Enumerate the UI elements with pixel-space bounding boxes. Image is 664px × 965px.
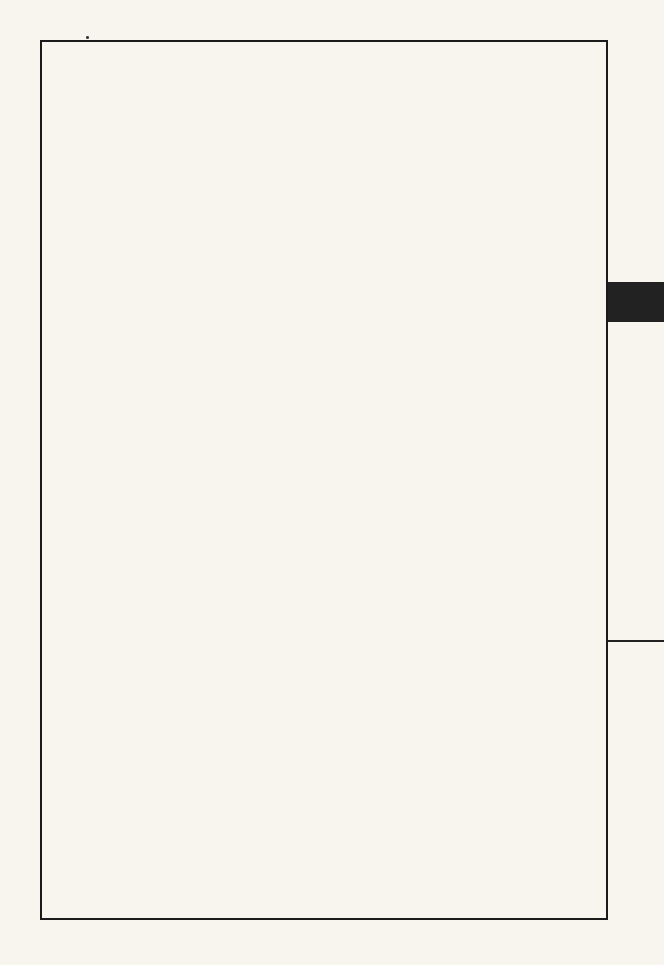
annotation-tangshu xyxy=(376,860,424,910)
ink-dot xyxy=(86,36,89,39)
text-column-16 xyxy=(16,50,64,920)
margin-rule xyxy=(608,640,664,642)
fishtail-block xyxy=(608,282,664,322)
annotation-yiwuyong xyxy=(160,650,208,900)
annotation-dushang xyxy=(268,340,316,900)
headword-yadan xyxy=(268,220,316,330)
headword-yidan xyxy=(520,770,568,890)
margin-header xyxy=(608,0,664,965)
